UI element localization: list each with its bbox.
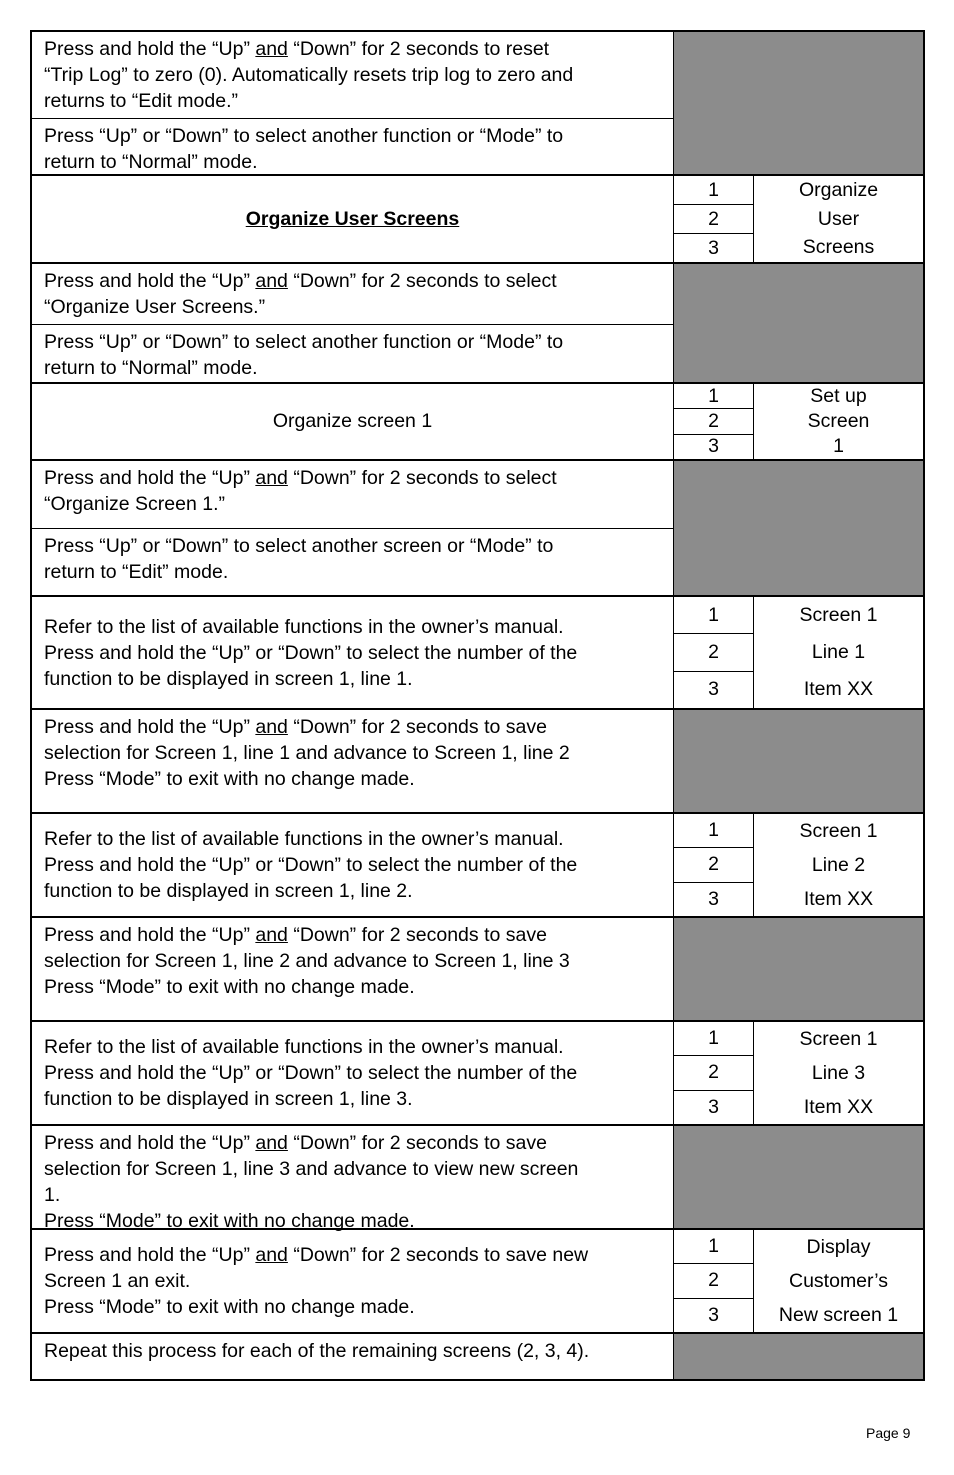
text-segment: returns to “Edit mode.” <box>44 90 238 112</box>
display-line: Item XX <box>803 887 874 910</box>
text-segment: “Down” for 2 seconds to save <box>287 1132 547 1154</box>
table-row <box>30 597 925 710</box>
text-segment: return to “Normal” mode. <box>44 357 258 379</box>
text-line <box>44 1268 588 1294</box>
text-segment: “Down” for 2 seconds to select <box>287 467 557 489</box>
text-segment: Press and hold the “Up” <box>44 270 256 292</box>
display-line: Customer’s <box>789 1269 888 1292</box>
text-segment: Press and hold the “Up” <box>44 716 256 738</box>
text-segment: Press “Mode” to exit with no change made. <box>44 976 415 998</box>
display-line: Display <box>806 1235 871 1258</box>
emphasis-text: and <box>255 1132 288 1154</box>
step-number: 3 <box>674 1090 753 1124</box>
text-line <box>44 149 661 175</box>
display-line: Screen 1 <box>799 819 878 842</box>
text-segment: Press “Mode” to exit with no change made. <box>44 1210 415 1232</box>
emphasis-text: and <box>255 716 288 738</box>
table-row <box>30 918 925 1022</box>
instruction-cell <box>32 918 674 1020</box>
text-segment: function to be displayed in screen 1, line 2. <box>44 880 413 902</box>
instruction-cell <box>32 461 674 595</box>
display-line: Screen 1 <box>799 1027 878 1050</box>
text-segment: Press “Up” or “Down” to select another screen or “Mode” to <box>44 534 554 557</box>
step-number: 1 <box>708 1027 719 1050</box>
step-number: 1 <box>708 384 719 407</box>
display-readout <box>754 814 923 916</box>
step-number-column <box>674 1022 754 1124</box>
table-row <box>30 814 925 918</box>
step-number-column <box>674 384 754 459</box>
table-row <box>30 1022 925 1126</box>
instruction-text <box>32 264 673 324</box>
display-line: Line 1 <box>811 641 866 663</box>
step-number: 3 <box>674 233 753 262</box>
text-segment: Refer to the list of available functions in the owner’s manual. <box>44 1036 564 1058</box>
text-line <box>44 1338 661 1364</box>
text-segment: Press “Up” or “Down” to select another function or “Mode” to <box>44 125 564 147</box>
text-segment: Press and hold the “Up” or “Down” to select the number of the <box>44 1062 578 1084</box>
instruction-text <box>32 1126 673 1238</box>
text-segment: Refer to the list of available functions in the owner’s manual. <box>44 615 564 638</box>
display-line: Screen 1 <box>799 604 878 626</box>
instruction-text <box>32 528 673 596</box>
text-line <box>44 948 661 974</box>
instruction-text <box>32 822 589 908</box>
step-number-column <box>674 1230 754 1332</box>
display-line: Set up <box>810 385 867 407</box>
step-number: 3 <box>674 882 753 916</box>
instruction-cell <box>32 384 674 459</box>
text-line <box>44 533 661 559</box>
display-line: Line 2 <box>811 853 866 876</box>
step-number: 1 <box>708 178 719 201</box>
text-line <box>44 36 661 62</box>
instruction-cell <box>32 264 674 382</box>
table-row <box>30 264 925 384</box>
instruction-text <box>32 324 673 385</box>
step-number-column <box>674 597 754 708</box>
text-segment: Press and hold the “Up” <box>44 38 256 60</box>
text-segment: Press “Mode” to exit with no change made. <box>44 768 415 790</box>
text-segment: Press and hold the “Up” or “Down” to select the number of the <box>44 854 578 876</box>
text-segment: “Down” for 2 seconds to save <box>287 924 547 946</box>
text-segment: return to “Edit” mode. <box>44 560 229 583</box>
text-line <box>44 1086 577 1112</box>
text-line <box>44 714 661 740</box>
text-segment: “Down” for 2 seconds to select <box>287 270 557 292</box>
display-line: Item XX <box>803 678 874 700</box>
text-line <box>44 1034 577 1060</box>
step-number: 3 <box>674 1298 753 1332</box>
text-segment: Press and hold the “Up” <box>44 1244 256 1266</box>
display-line: Item XX <box>803 1095 874 1118</box>
text-line <box>44 1182 661 1208</box>
instruction-text <box>32 1334 673 1368</box>
instruction-cell <box>32 597 674 708</box>
text-line <box>44 268 661 294</box>
text-line <box>44 329 661 355</box>
instruction-text <box>32 118 673 179</box>
instruction-text <box>32 32 673 118</box>
text-line <box>44 355 661 381</box>
text-segment: “Down” for 2 seconds to save new <box>287 1244 589 1266</box>
step-number: 1 <box>708 1235 719 1258</box>
shaded-cell <box>674 32 923 174</box>
display-readout <box>754 384 923 459</box>
instruction-text <box>32 461 673 528</box>
table-row <box>30 461 925 597</box>
text-line <box>44 1294 588 1320</box>
display-line: New screen 1 <box>778 1303 899 1326</box>
text-line <box>44 878 577 904</box>
emphasis-text: and <box>255 38 288 60</box>
instruction-cell <box>32 176 674 262</box>
step-number: 1 <box>708 603 719 626</box>
text-line <box>44 465 661 491</box>
step-number: 2 <box>674 204 753 233</box>
display-readout <box>754 1230 923 1332</box>
text-line <box>44 1156 661 1182</box>
text-segment: selection for Screen 1, line 2 and advance to Screen 1, line 3 <box>44 950 570 972</box>
step-number-column <box>674 176 754 262</box>
display-readout <box>754 1022 923 1124</box>
emphasis-text: and <box>255 467 288 489</box>
text-segment: “Organize User Screens.” <box>44 296 266 318</box>
step-number: 2 <box>674 408 753 433</box>
step-number: 2 <box>674 1055 753 1089</box>
instruction-cell <box>32 1126 674 1232</box>
shaded-cell <box>674 1126 923 1228</box>
text-segment: Repeat this process for each of the remaining screens (2, 3, 4). <box>44 1340 590 1362</box>
instruction-cell <box>32 1230 674 1332</box>
shaded-cell <box>674 461 923 595</box>
text-segment: function to be displayed in screen 1, line 1. <box>44 667 413 690</box>
instruction-text <box>32 918 673 1004</box>
table-row <box>30 1334 925 1381</box>
table-row <box>30 710 925 814</box>
text-line <box>44 559 661 585</box>
text-line <box>44 614 577 640</box>
text-segment: Press “Mode” to exit with no change made. <box>44 1296 415 1318</box>
text-segment: “Down” for 2 seconds to reset <box>287 38 550 60</box>
text-line <box>44 294 661 320</box>
text-segment: Press and hold the “Up” <box>44 1132 256 1154</box>
display-line: Organize <box>798 178 879 201</box>
step-number: 2 <box>674 1263 753 1297</box>
instruction-table <box>30 30 925 1381</box>
table-row <box>30 30 925 176</box>
display-readout <box>754 176 923 262</box>
section-title: Organize User Screens <box>245 207 460 230</box>
text-line <box>44 62 661 88</box>
step-number: 2 <box>674 847 753 881</box>
instruction-cell <box>32 814 674 916</box>
step-number-column <box>674 814 754 916</box>
text-segment: return to “Normal” mode. <box>44 151 258 173</box>
shaded-cell <box>674 264 923 382</box>
instruction-cell <box>32 32 674 174</box>
text-segment: Refer to the list of available functions in the owner’s manual. <box>44 828 564 850</box>
text-line <box>44 740 661 766</box>
emphasis-text: and <box>255 924 288 946</box>
instruction-cell <box>32 710 674 812</box>
text-line <box>44 1060 577 1086</box>
text-segment: selection for Screen 1, line 3 and advance to view new screen <box>44 1158 579 1180</box>
instruction-cell <box>32 1334 674 1379</box>
display-line: 1 <box>833 435 844 457</box>
step-number: 2 <box>674 633 753 670</box>
display-line: Screen <box>807 410 870 432</box>
text-line <box>44 666 577 692</box>
text-segment: Press and hold the “Up” <box>44 467 256 489</box>
instruction-text <box>32 710 673 796</box>
instruction-text <box>32 610 589 696</box>
table-row <box>30 1126 925 1230</box>
instruction-text <box>32 1238 600 1324</box>
display-line: User <box>817 207 860 230</box>
table-row <box>30 1230 925 1334</box>
step-number: 3 <box>674 434 753 459</box>
text-segment: 1. <box>44 1184 61 1206</box>
instruction-text <box>32 1030 589 1116</box>
emphasis-text: and <box>255 1244 288 1266</box>
text-segment: Press and hold the “Up” or “Down” to select the number of the <box>44 641 578 664</box>
text-segment: Screen 1 an exit. <box>44 1270 191 1292</box>
display-line: Line 3 <box>811 1061 866 1084</box>
text-segment: Press and hold the “Up” <box>44 924 256 946</box>
instruction-cell <box>32 1022 674 1124</box>
step-number: 3 <box>674 671 753 708</box>
text-line <box>44 88 661 114</box>
text-line <box>44 123 661 149</box>
step-number: 1 <box>708 819 719 842</box>
shaded-cell <box>674 918 923 1020</box>
table-row <box>30 384 925 461</box>
shaded-cell <box>674 1334 923 1379</box>
display-readout <box>754 597 923 708</box>
page-number: Page 9 <box>866 1425 911 1441</box>
text-line <box>44 974 661 1000</box>
text-line <box>44 766 661 792</box>
text-line <box>44 640 577 666</box>
section-title: Organize screen 1 <box>272 410 433 432</box>
table-row <box>30 176 925 264</box>
text-segment: selection for Screen 1, line 1 and advance to Screen 1, line 2 <box>44 742 570 764</box>
text-line <box>44 852 577 878</box>
text-line <box>44 491 661 517</box>
text-segment: “Trip Log” to zero (0). Automatically resets trip log to zero and <box>44 64 574 86</box>
text-segment: Press “Up” or “Down” to select another function or “Mode” to <box>44 331 564 353</box>
text-segment: “Down” for 2 seconds to save <box>287 716 547 738</box>
text-segment: function to be displayed in screen 1, line 3. <box>44 1088 413 1110</box>
text-segment: “Organize Screen 1.” <box>44 493 225 515</box>
text-line <box>44 1242 588 1268</box>
text-line <box>44 1130 661 1156</box>
display-line: Screens <box>802 236 875 259</box>
shaded-cell <box>674 710 923 812</box>
text-line <box>44 922 661 948</box>
emphasis-text: and <box>255 270 288 292</box>
text-line <box>44 826 577 852</box>
